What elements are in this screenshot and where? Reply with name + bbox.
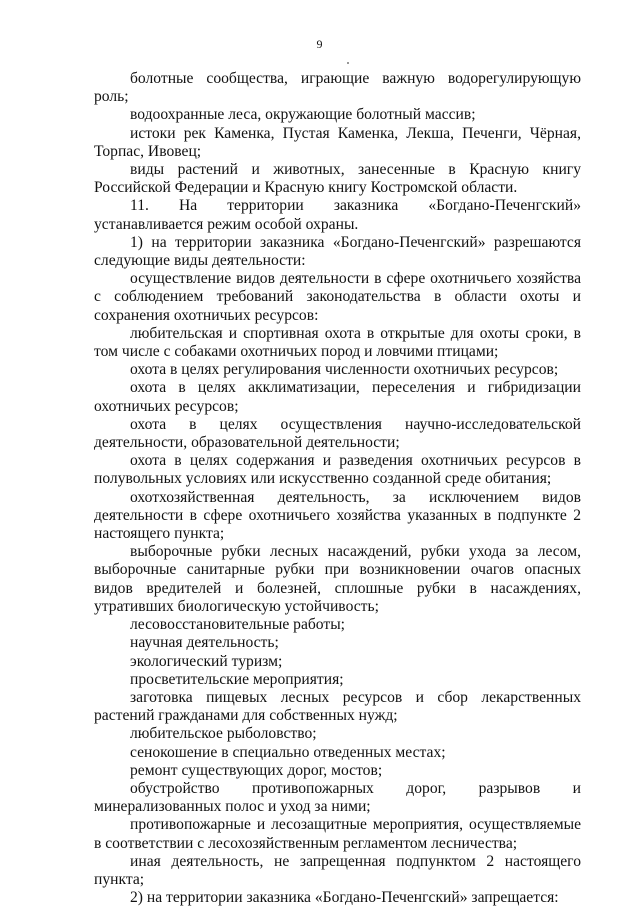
- paragraph: просветительские мероприятия;: [130, 670, 344, 688]
- paragraph: охотхозяйственная деятельность, за исключением видов деятельности в сфере охотничьего хозяйства указанных в подпункте 2 настоящего пункта;: [94, 488, 581, 543]
- paragraph: истоки рек Каменка, Пустая Каменка, Лекша, Печенги, Чёрная, Торпас, Ивовец;: [94, 124, 581, 160]
- scan-mark: [347, 62, 349, 64]
- paragraph: 11. На территории заказника «Богдано-Печенгский» устанавливается режим особой охраны.: [94, 197, 581, 233]
- paragraph: противопожарные и лесозащитные мероприятия, осуществляемые в соответствии с лесохозяйственным регламентом лесничества;: [94, 816, 581, 852]
- paragraph: ремонт существующих дорог, мостов;: [130, 761, 383, 779]
- paragraph: научная деятельность;: [130, 634, 279, 652]
- paragraph: любительское рыболовство;: [130, 725, 317, 743]
- paragraph: виды растений и животных, занесенные в Красную книгу Российской Федерации и Красную книгу Костромской области.: [94, 161, 581, 197]
- paragraph: охота в целях акклиматизации, переселения и гибридизации охотничьих ресурсов;: [94, 379, 581, 415]
- paragraph: экологический туризм;: [130, 652, 283, 670]
- document-body: [94, 70, 581, 907]
- paragraph: обустройство противопожарных дорог, разрывов и минерализованных полос и уход за ними;: [94, 779, 581, 816]
- paragraph: выборочные рубки лесных насаждений, рубки ухода за лесом, выборочные санитарные рубки при возникновении очагов опасных видов вредителей и болезней, сплошные рубки в насаждениях, утративших биологическую устойчивость;: [94, 543, 581, 615]
- paragraph: охота в целях регулирования численности охотничьих ресурсов;: [130, 361, 559, 379]
- paragraph: лесовосстановительные работы;: [130, 616, 346, 634]
- page-number: 9: [316, 37, 323, 51]
- paragraph: осуществление видов деятельности в сфере охотничьего хозяйства с соблюдением требований законодательства в области охоты и сохранения охотничьих ресурсов:: [94, 270, 581, 324]
- paragraph: болотные сообщества, играющие важную водорегулирующую роль;: [94, 70, 581, 106]
- paragraph: сенокошение в специально отведенных местах;: [130, 743, 446, 761]
- paragraph: заготовка пищевых лесных ресурсов и сбор лекарственных растений гражданами для собственных нужд;: [94, 688, 581, 725]
- paragraph: охота в целях осуществления научно-исследовательской деятельности, образовательной деятельности;: [94, 415, 581, 452]
- paragraph: 2) на территории заказника «Богдано-Печенгский» запрещается:: [130, 889, 559, 907]
- paragraph: любительская и спортивная охота в открытые для охоты сроки, в том числе с собаками охотничьих пород и ловчими птицами;: [94, 324, 581, 361]
- paragraph: 1) на территории заказника «Богдано-Печенгский» разрешаются следующие виды деятельности:: [94, 233, 581, 270]
- paragraph: иная деятельность, не запрещенная подпунктом 2 настоящего пункта;: [94, 852, 581, 888]
- paragraph: охота в целях содержания и разведения охотничьих ресурсов в полувольных условиях или искусственно созданной среде обитания;: [94, 452, 581, 488]
- paragraph: водоохранные леса, окружающие болотный массив;: [130, 106, 476, 124]
